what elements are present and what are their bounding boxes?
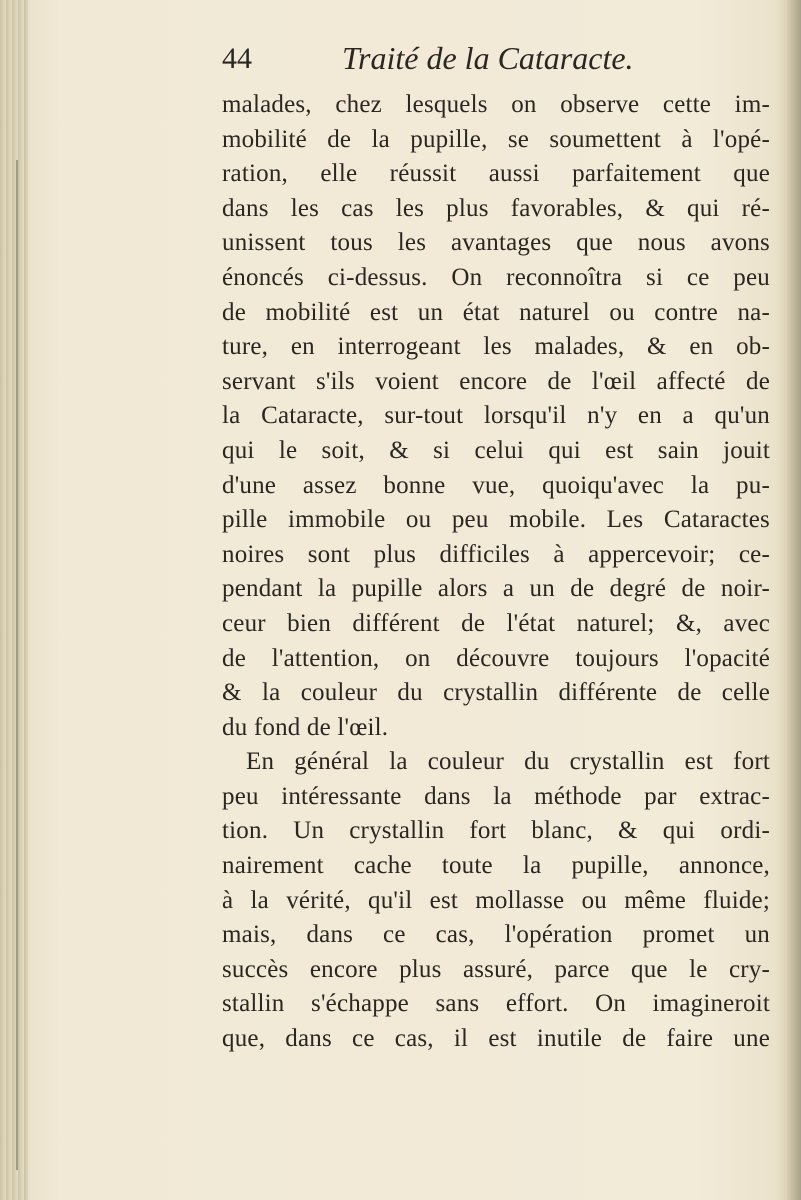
text-line: dans les cas les plus favorables, & qui ré- [222,194,770,222]
text-line: & la couleur du crystallin différente de celle [222,679,770,707]
text-line: mobilité de la pupille, se soumettent à l'opé- [222,125,770,153]
text-line: à la vérité, qu'il est mollasse ou même fluide; [222,886,770,914]
text-line: noires sont plus difficiles à appercevoir; ce- [222,540,770,568]
text-line: pille immobile ou peu mobile. Les Cataractes [222,506,770,534]
text-line: nairement cache toute la pupille, annonce, [222,852,770,880]
text-line: mais, dans ce cas, l'opération promet un [222,921,770,949]
page-edge [787,0,801,1200]
paragraph-start-line: En général la couleur du crystallin est fort [246,748,770,776]
binding-line [16,160,18,1170]
text-line: tion. Un crystallin fort blanc, & qui ordi- [222,817,770,845]
text-line: que, dans ce cas, il est inutile de faire une [222,1025,770,1053]
running-title: Traité de la Cataracte. [342,40,634,76]
text-line: malades, chez lesquels on observe cette im- [222,91,770,118]
binding-gutter [0,0,28,1200]
text-line: de mobilité est un état naturel ou contre na- [222,298,770,326]
text-line: unissent tous les avantages que nous avons [222,229,770,257]
paragraph-end-line: du fond de l'œil. [222,713,389,741]
text-line: ceur bien différent de l'état naturel; &, avec [222,609,770,637]
text-line: la Cataracte, sur-tout lorsqu'il n'y en a qu'un [222,402,770,430]
text-line: pendant la pupille alors a un de degré de noir- [222,575,770,603]
text-line: d'une assez bonne vue, quoiqu'avec la pu- [222,471,770,499]
page-content [222,38,770,1057]
text-line: ture, en interrogeant les malades, & en ob- [222,333,770,361]
text-line: succès encore plus assuré, parce que le cry- [222,955,770,983]
page-number: 44 [222,42,252,75]
page-header [222,38,770,88]
text-line: ration, elle réussit aussi parfaitement que [222,160,770,188]
text-line: énoncés ci-dessus. On reconnoîtra si ce peu [222,263,770,291]
text-line: stallin s'échappe sans effort. On imagineroit [222,990,770,1018]
text-line: de l'attention, on découvre toujours l'opacité [222,644,770,672]
text-line: qui le soit, & si celui qui est sain jouit [222,436,770,464]
body-text [222,88,770,1057]
text-line: peu intéressante dans la méthode par extrac- [222,782,770,810]
text-line: servant s'ils voient encore de l'œil affecté de [222,367,770,395]
